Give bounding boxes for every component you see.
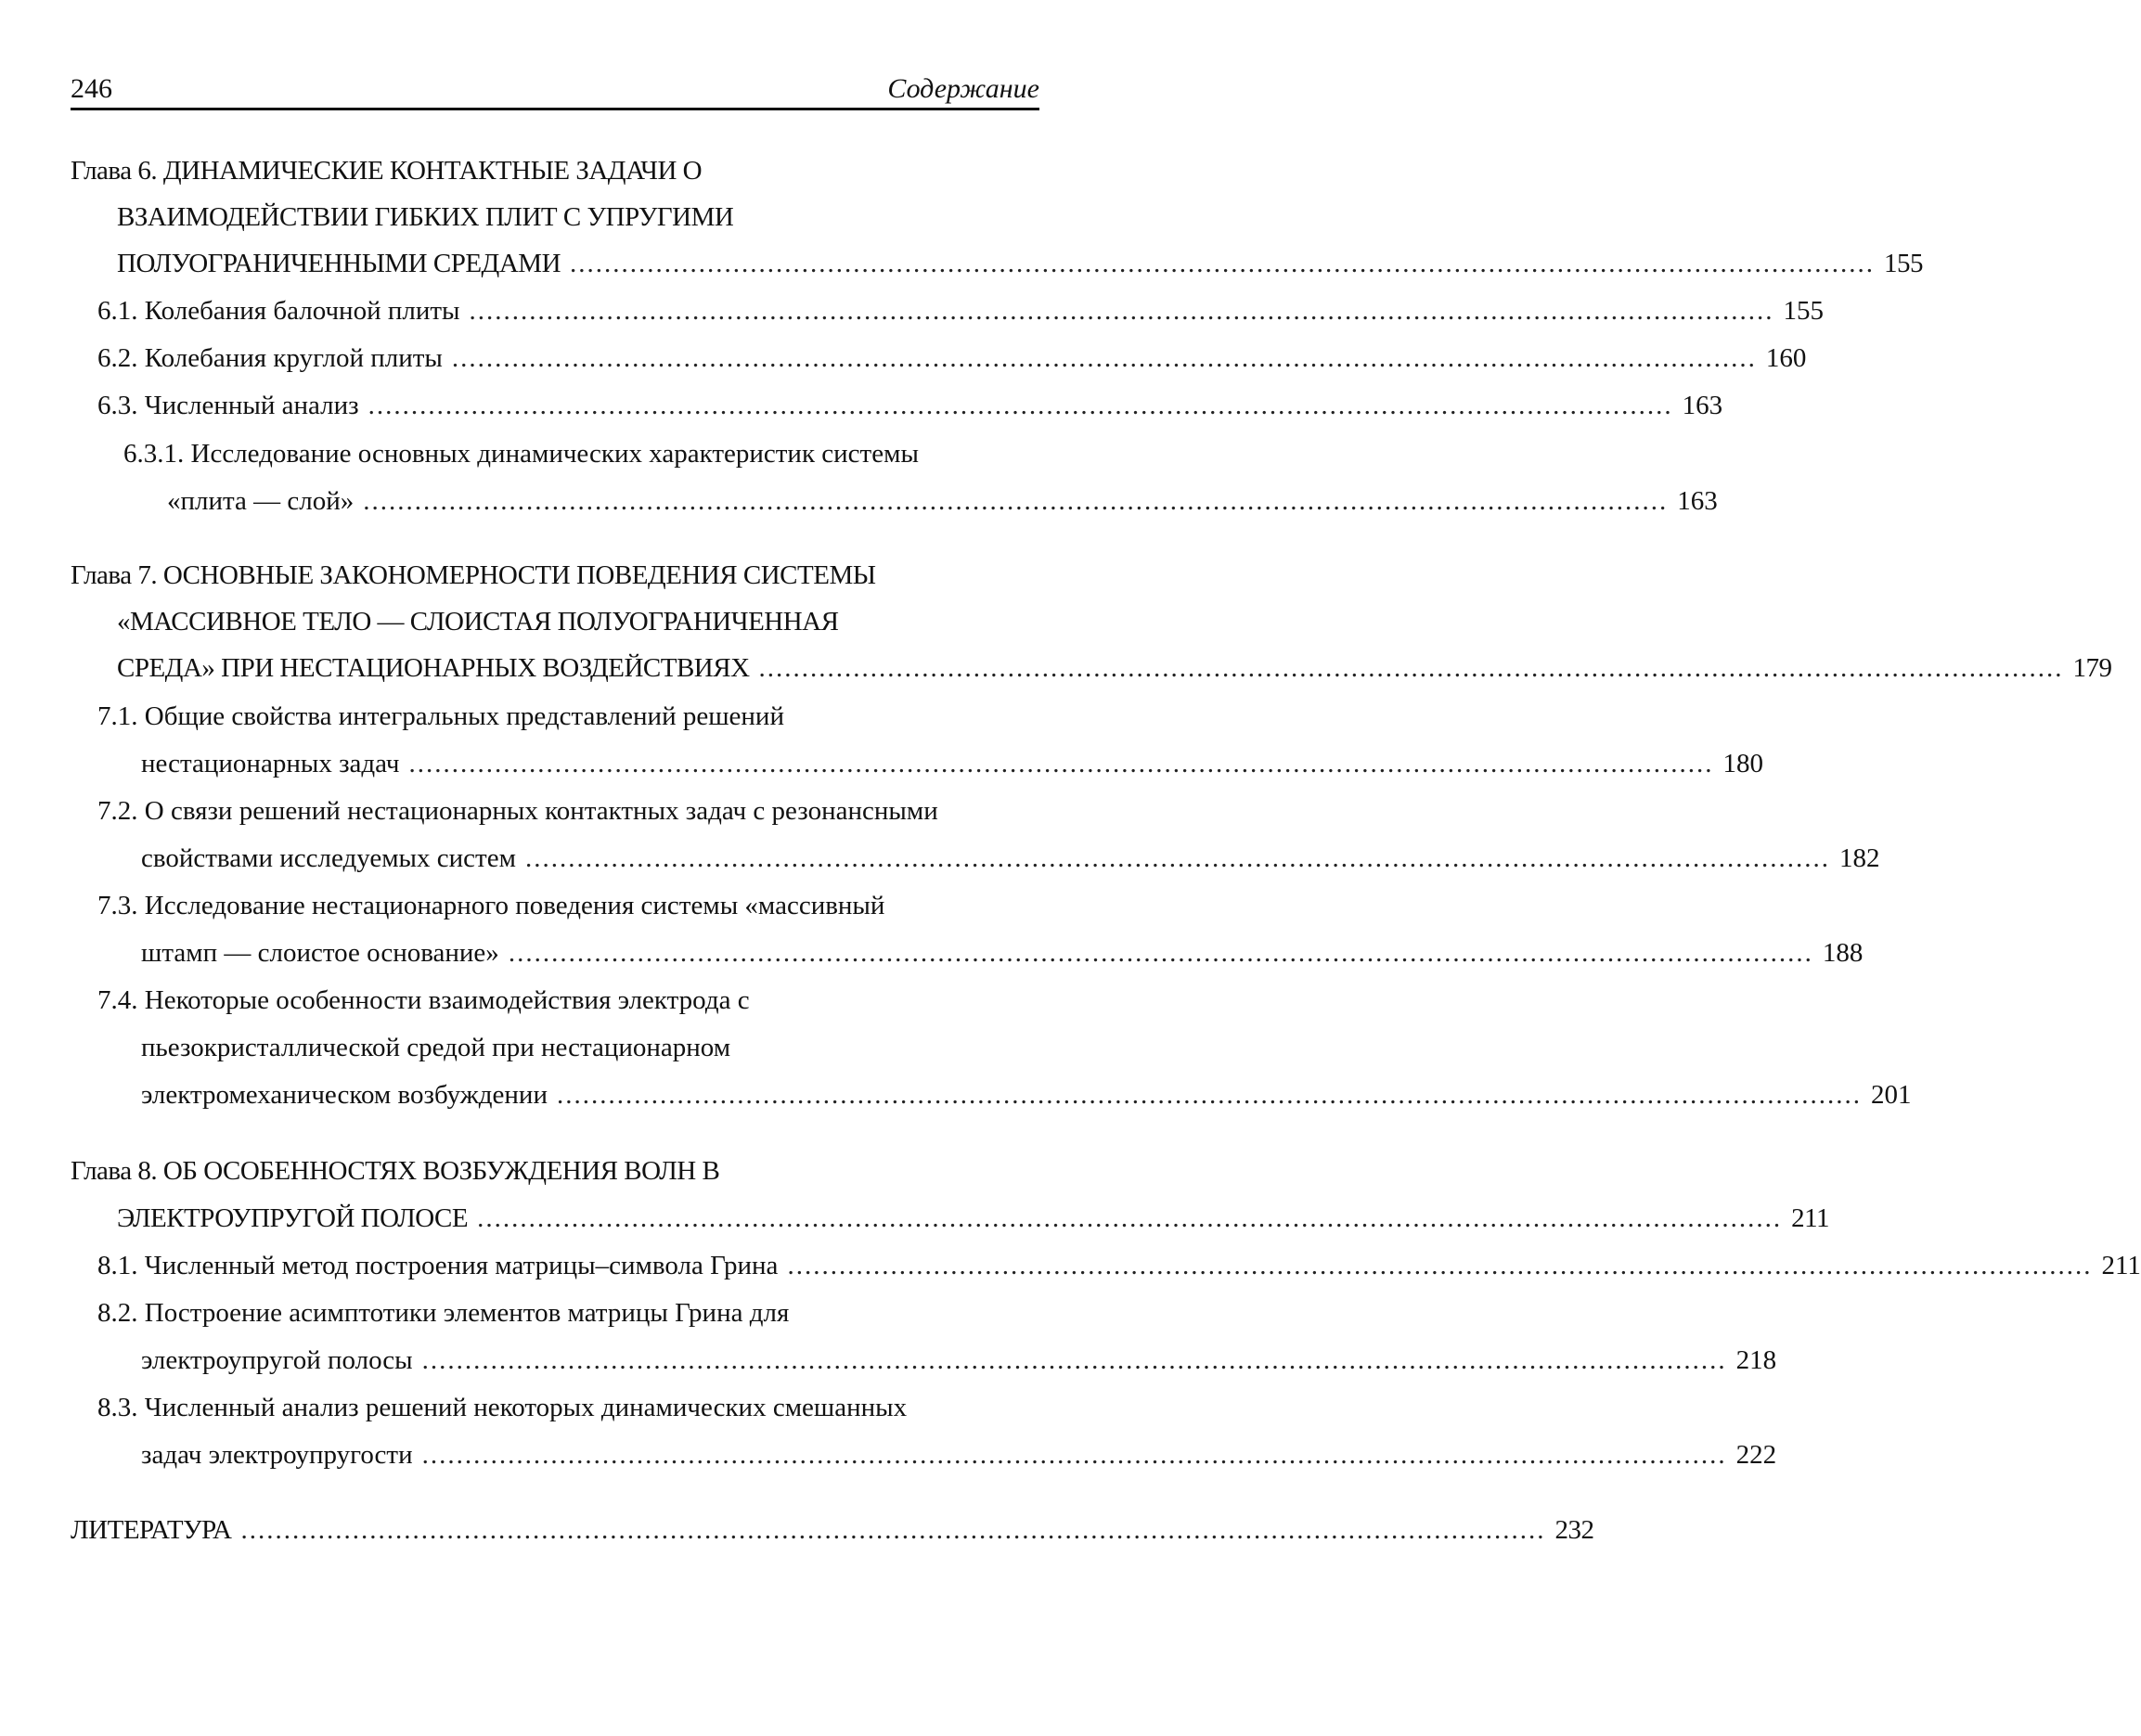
dot-leader: ........................................................................................................................................................ xyxy=(408,749,1714,778)
toc-entry xyxy=(117,1198,1830,1239)
toc-line xyxy=(123,433,1038,474)
toc-line xyxy=(97,1387,1038,1428)
toc-entry-title: ЭЛЕКТРОУПРУГОЙ ПОЛОСЕ xyxy=(117,1203,469,1233)
toc-line-text: 7.2. О связи решений нестационарных контактных задач с резонансными xyxy=(97,796,938,826)
toc-line xyxy=(71,555,1038,596)
toc-line-text: Глава 6. ДИНАМИЧЕСКИЕ КОНТАКТНЫЕ ЗАДАЧИ О xyxy=(71,156,703,186)
dot-leader: ........................................................................................................................................................ xyxy=(524,843,1830,873)
toc-entry-page: 188 xyxy=(1822,938,1864,968)
toc-entry xyxy=(141,1434,1777,1475)
toc-entry-title: нестационарных задач xyxy=(141,749,400,778)
dot-leader: ........................................................................................................................................................ xyxy=(787,1251,2093,1280)
toc-entry-page: 232 xyxy=(1554,1515,1594,1545)
toc-entry xyxy=(97,338,1807,379)
dot-leader: ........................................................................................................................................................ xyxy=(368,391,1673,420)
toc-entry xyxy=(167,481,1718,521)
toc-entry-title: 6.3. Численный анализ xyxy=(97,391,359,420)
toc-line-text: пьезокристаллической средой при нестационарном xyxy=(141,1033,731,1062)
toc-line-text: 6.3.1. Исследование основных динамических характеристик системы xyxy=(123,439,919,469)
toc-line xyxy=(141,1027,1038,1068)
toc-entry-title: ПОЛУОГРАНИЧЕННЫМИ СРЕДАМИ xyxy=(117,249,561,278)
toc-entry-title: 8.1. Численный метод построения матрицы–символа Грина xyxy=(97,1251,779,1280)
toc-entry-title: электроупругой полосы xyxy=(141,1345,413,1375)
toc-line xyxy=(97,885,1038,926)
toc-entry-page: 179 xyxy=(2072,653,2112,683)
toc-entry-page: 163 xyxy=(1682,391,1723,420)
dot-leader: ........................................................................................................................................................ xyxy=(570,249,1876,278)
toc-entry-page: 163 xyxy=(1677,486,1718,516)
toc-line-text: ВЗАИМОДЕЙСТВИИ ГИБКИХ ПЛИТ С УПРУГИМИ xyxy=(117,202,734,232)
toc-entry-title: штамп — слоистое основание» xyxy=(141,938,499,968)
toc-entry-title: задач электроупругости xyxy=(141,1440,413,1470)
running-title: Содержание xyxy=(887,73,1039,104)
toc-entry-title: 6.2. Колебания круглой плиты xyxy=(97,343,443,373)
toc-line-text: 8.3. Численный анализ решений некоторых динамических смешанных xyxy=(97,1393,908,1422)
toc-entry-title: 6.1. Колебания балочной плиты xyxy=(97,296,460,326)
toc-line-text: 7.1. Общие свойства интегральных представлений решений xyxy=(97,701,784,731)
toc-line xyxy=(71,150,1038,191)
toc-entry xyxy=(117,648,2112,688)
toc-entry-page: 155 xyxy=(1783,296,1825,326)
page-number: 246 xyxy=(71,73,112,104)
toc-entry xyxy=(141,838,1880,879)
toc-line-text: Глава 7. ОСНОВНЫЕ ЗАКОНОМЕРНОСТИ ПОВЕДЕНИЯ СИСТЕМЫ xyxy=(71,560,876,590)
toc-entry-title: электромеханическом возбуждении xyxy=(141,1080,548,1110)
toc-entry-title: свойствами исследуемых систем xyxy=(141,843,516,873)
toc-line-text: 8.2. Построение асимптотики элементов матрицы Грина для xyxy=(97,1298,790,1328)
toc-entry-page: 211 xyxy=(1791,1203,1830,1233)
toc-line xyxy=(97,791,1043,831)
toc-entry xyxy=(97,290,1825,331)
toc-entry xyxy=(141,932,1864,973)
toc-entry-page: 155 xyxy=(1884,249,1924,278)
toc-line xyxy=(117,601,1038,642)
toc-entry-page: 211 xyxy=(2101,1251,2141,1280)
dot-leader: ........................................................................................................................................................ xyxy=(451,343,1757,373)
toc-line-text: 7.3. Исследование нестационарного поведения системы «массивный xyxy=(97,891,885,920)
dot-leader: ........................................................................................................................................................ xyxy=(240,1515,1546,1545)
toc-entry xyxy=(117,243,1924,284)
dot-leader: ........................................................................................................................................................ xyxy=(421,1345,1727,1375)
toc-line-text: Глава 8. ОБ ОСОБЕННОСТЯХ ВОЗБУЖДЕНИЯ ВОЛН В xyxy=(71,1156,720,1186)
dot-leader: ........................................................................................................................................................ xyxy=(477,1203,1783,1233)
dot-leader: ........................................................................................................................................................ xyxy=(508,938,1813,968)
toc-entry xyxy=(141,1340,1777,1381)
toc-entry-title: «плита — слой» xyxy=(167,486,355,516)
toc-entry xyxy=(141,743,1763,784)
toc-entry-title: СРЕДА» ПРИ НЕСТАЦИОНАРНЫХ ВОЗДЕЙСТВИЯХ xyxy=(117,653,750,683)
toc-entry-page: 222 xyxy=(1735,1440,1777,1470)
toc-entry-page: 218 xyxy=(1735,1345,1777,1375)
toc-entry-title: ЛИТЕРАТУРА xyxy=(71,1515,232,1545)
toc-entry xyxy=(141,1074,1912,1115)
toc-line-text: 7.4. Некоторые особенности взаимодействия электрода с xyxy=(97,985,750,1015)
toc-entry-page: 160 xyxy=(1765,343,1807,373)
toc-line xyxy=(117,197,1038,238)
dot-leader: ........................................................................................................................................................ xyxy=(758,653,2064,683)
toc-entry xyxy=(71,1510,1594,1550)
toc-line xyxy=(97,696,1038,737)
dot-leader: ........................................................................................................................................................ xyxy=(556,1080,1862,1110)
toc-entry-page: 201 xyxy=(1870,1080,1912,1110)
toc-entry-page: 182 xyxy=(1838,843,1880,873)
toc-entry xyxy=(97,1245,2141,1286)
toc-entry-page: 180 xyxy=(1722,749,1763,778)
dot-leader: ........................................................................................................................................................ xyxy=(363,486,1669,516)
toc-entry xyxy=(97,385,1723,426)
toc-line xyxy=(97,1292,1038,1333)
toc-line xyxy=(97,980,1038,1021)
dot-leader: ........................................................................................................................................................ xyxy=(421,1440,1727,1470)
toc-line-text: «МАССИВНОЕ ТЕЛО — СЛОИСТАЯ ПОЛУОГРАНИЧЕННАЯ xyxy=(117,607,839,637)
toc-line xyxy=(71,1151,1038,1191)
dot-leader: ........................................................................................................................................................ xyxy=(469,296,1774,326)
